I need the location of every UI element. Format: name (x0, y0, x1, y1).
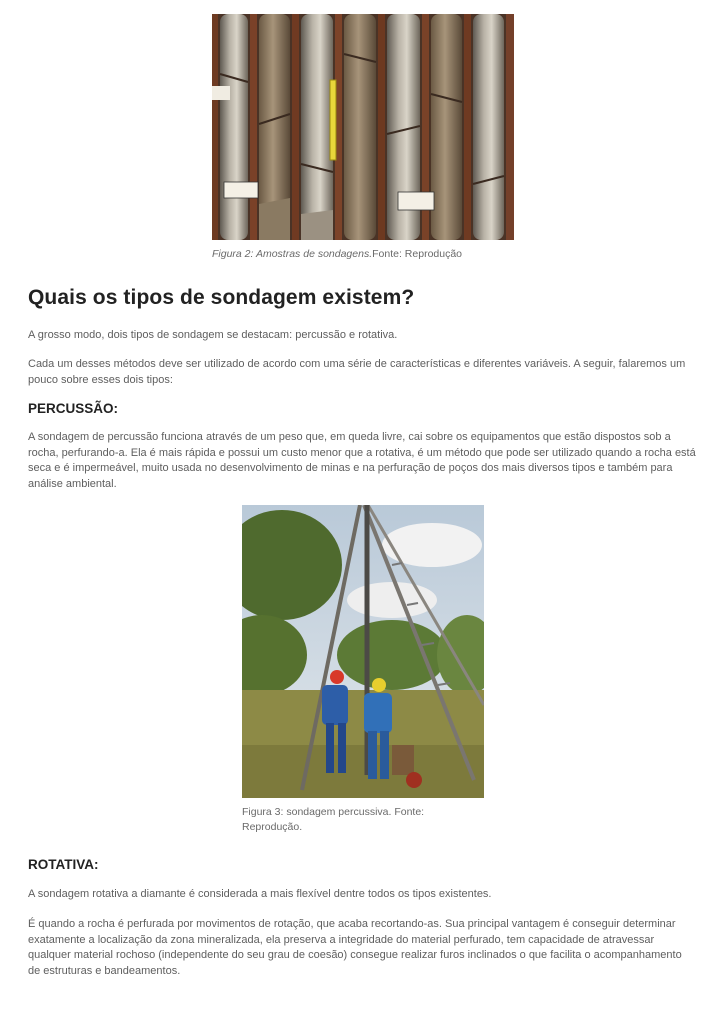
core-samples-image (212, 14, 514, 240)
page-title: Quais os tipos de sondagem existem? (28, 286, 415, 309)
intro-paragraph: A grosso modo, dois tipos de sondagem se destacam: percussão e rotativa. (28, 329, 398, 341)
rotativa-paragraph-2: É quando a rocha é perfurada por movimentos de rotação, que acaba recortando-as. Sua principal vantagem é conseguir determinar exatamente a localização da zona mineralizada, ela preserva a integridade do material perfurado, tem capacidade de atravessar qualquer material rochoso (independente do seu grau de coesão) consegue realizar furos inclinados o que facilita o acompanhamento de estruturas e bandeamentos. (28, 918, 682, 977)
rotativa-paragraph-1: A sondagem rotativa a diamante é considerada a mais flexível dentre todos os tipos existentes. (28, 888, 492, 900)
percussao-heading: PERCUSSÃO: (28, 401, 119, 416)
rotativa-heading: ROTATIVA: (28, 857, 99, 872)
percussion-drilling-image (242, 505, 484, 798)
figure-1-caption-title: Figura 2: Amostras de sondagens. (212, 248, 373, 260)
figure-2-caption: Figura 3: sondagem percussiva. Fonte: Reprodução. (242, 806, 425, 833)
intro-paragraph-2: Cada um desses métodos deve ser utilizado de acordo com uma série de características e diferentes variáveis. A seguir, falaremos um pouco sobre esses dois tipos: (28, 358, 686, 386)
figure-1-caption (212, 248, 532, 260)
percussao-paragraph: A sondagem de percussão funciona através de um peso que, em queda livre, cai sobre os equipamentos que estão dispostos sob a rocha, perfurando-a. Ela é mais rápida e possui um custo menor que a rotativa, é um método que pode ser utilizado quando a rocha está seca e é impermeável, muito usada no desenvolvimento de minas e na perfuração de poços dos mais diversos tipos e também para análise ambiental. (28, 431, 696, 490)
figure-1-caption-source: Fonte: Reprodução (372, 248, 463, 260)
